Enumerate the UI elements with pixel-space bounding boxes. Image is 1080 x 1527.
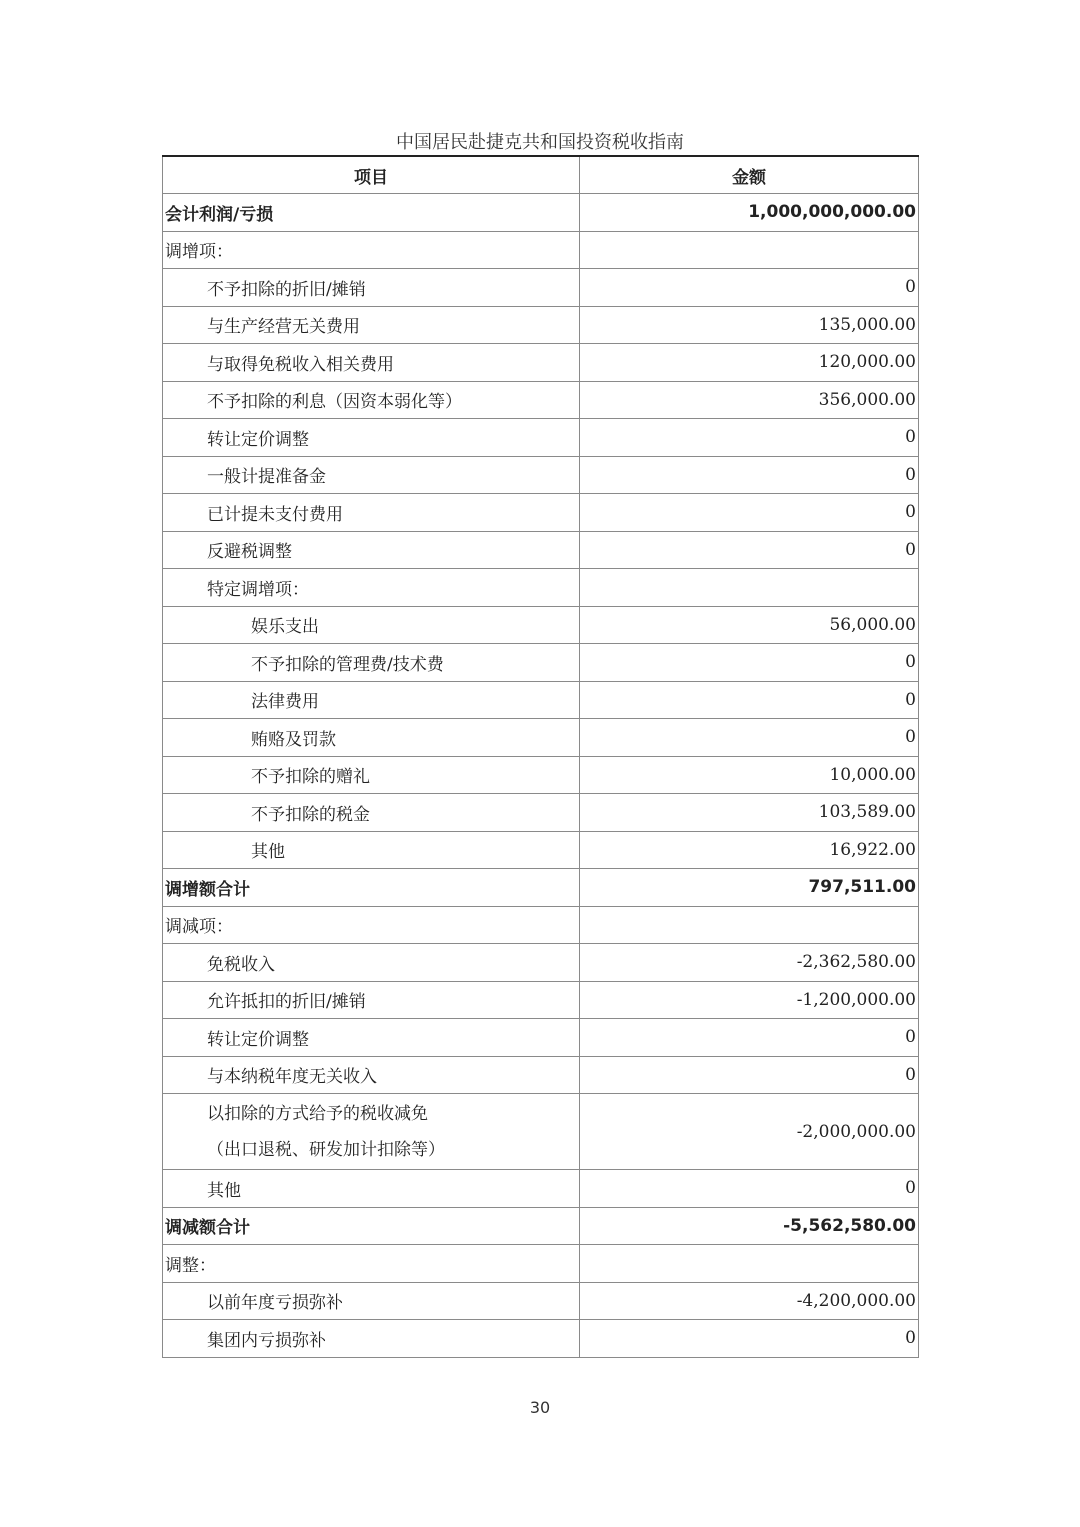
row-amount: -4,200,000.00 [580,1282,919,1320]
table-row [163,1282,919,1320]
table-row [163,719,919,757]
tax-adjustment-table [162,155,919,1358]
row-label: 已计提未支付费用 [163,494,580,532]
table-row [163,569,919,607]
row-amount: 0 [580,719,919,757]
row-label: 调增项： [163,231,580,269]
row-amount: 0 [580,1320,919,1358]
page-header: 中国居民赴捷克共和国投资税收指南 [396,132,684,153]
row-amount: -5,562,580.00 [580,1207,919,1245]
row-amount [580,231,919,269]
row-label: 调减额合计 [163,1207,580,1245]
row-label: 转让定价调整 [163,419,580,457]
row-label: 反避税调整 [163,531,580,569]
table-row [163,981,919,1019]
row-label: 不予扣除的税金 [163,794,580,832]
row-amount: 10,000.00 [580,756,919,794]
row-amount: 135,000.00 [580,306,919,344]
table-row [163,269,919,307]
table-row [163,419,919,457]
table-row [163,831,919,869]
table-row [163,1094,919,1170]
row-label-line: 以扣除的方式给予的税收减免 [207,1103,428,1124]
row-label: 其他 [163,1170,580,1208]
row-amount: 56,000.00 [580,606,919,644]
row-amount: -2,362,580.00 [580,944,919,982]
row-label: 其他 [163,831,580,869]
table-row [163,644,919,682]
column-header-amount: 金额 [580,156,919,194]
row-amount: 0 [580,456,919,494]
row-label: 一般计提准备金 [163,456,580,494]
row-label: 调增额合计 [163,869,580,907]
row-label: 与取得免税收入相关费用 [163,344,580,382]
table-row [163,1019,919,1057]
table-row [163,756,919,794]
row-amount: 797,511.00 [580,869,919,907]
row-label: 允许抵扣的折旧/摊销 [163,981,580,1019]
row-amount: 103,589.00 [580,794,919,832]
row-label [163,1094,580,1170]
row-amount: 0 [580,419,919,457]
table-row [163,1207,919,1245]
table-row [163,1056,919,1094]
row-amount [580,906,919,944]
row-label: 与生产经营无关费用 [163,306,580,344]
row-amount [580,569,919,607]
page-number: 30 [529,1398,551,1417]
table-row [163,306,919,344]
column-header-item: 项目 [163,156,580,194]
row-amount: 1,000,000,000.00 [580,194,919,232]
table-row [163,344,919,382]
row-amount: -2,000,000.00 [580,1094,919,1170]
row-label: 免税收入 [163,944,580,982]
table-row [163,1320,919,1358]
row-amount: 120,000.00 [580,344,919,382]
row-amount: 16,922.00 [580,831,919,869]
row-label: 会计利润/亏损 [163,194,580,232]
table-row [163,1170,919,1208]
row-amount: 0 [580,1019,919,1057]
row-label: 调减项： [163,906,580,944]
table-row [163,869,919,907]
row-label: 贿赂及罚款 [163,719,580,757]
table-row [163,194,919,232]
row-amount: 0 [580,644,919,682]
table-row [163,681,919,719]
row-label: 不予扣除的折旧/摊销 [163,269,580,307]
row-label: 转让定价调整 [163,1019,580,1057]
table-body [163,194,919,1358]
table-row [163,906,919,944]
row-label: 与本纳税年度无关收入 [163,1056,580,1094]
table-row [163,606,919,644]
row-label: 娱乐支出 [163,606,580,644]
table-row [163,231,919,269]
table-header-row [163,156,919,194]
row-label: 不予扣除的利息（因资本弱化等） [163,381,580,419]
row-amount: 0 [580,681,919,719]
table-row [163,381,919,419]
row-amount: -1,200,000.00 [580,981,919,1019]
row-label: 特定调增项： [163,569,580,607]
row-amount [580,1245,919,1283]
table-row [163,531,919,569]
row-label-line: （出口退税、研发加计扣除等） [207,1139,445,1160]
row-amount: 0 [580,531,919,569]
row-label: 不予扣除的赠礼 [163,756,580,794]
row-amount: 0 [580,494,919,532]
row-label: 集团内亏损弥补 [163,1320,580,1358]
row-label: 调整： [163,1245,580,1283]
row-amount: 356,000.00 [580,381,919,419]
row-amount: 0 [580,1056,919,1094]
row-label: 以前年度亏损弥补 [163,1282,580,1320]
row-label: 法律费用 [163,681,580,719]
table-row [163,494,919,532]
table-row [163,1245,919,1283]
table-row [163,944,919,982]
row-label: 不予扣除的管理费/技术费 [163,644,580,682]
row-amount: 0 [580,269,919,307]
table-row [163,794,919,832]
row-amount: 0 [580,1170,919,1208]
table-row [163,456,919,494]
